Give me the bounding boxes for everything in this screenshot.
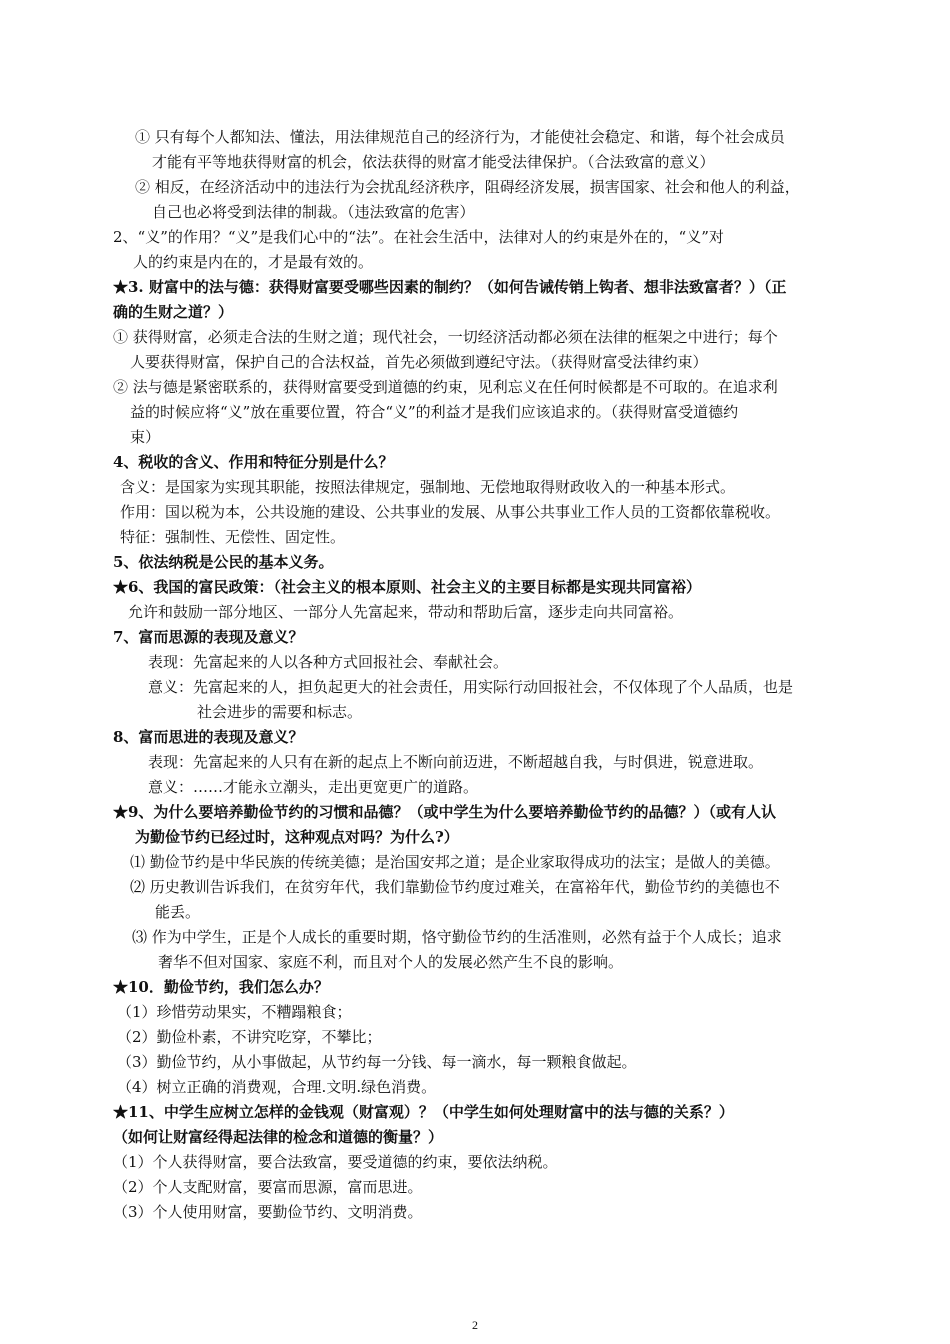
text-line: 益的时候应将“义”放在重要位置，符合“义”的利益才是我们应该追求的。（获得财富受道德约 [130,403,739,421]
text-line: 2、“义”的作用？“义”是我们心中的“法”。在社会生活中，法律对人的约束是外在的，“义”对 [113,228,724,246]
text-line: （3）勤俭节约，从小事做起，从节约每一分钱、每一滴水，每一颗粮食做起。 [117,1053,637,1071]
text-line: 含义：是国家为实现其职能，按照法律规定，强制地、无偿地取得财政收入的一种基本形式。 [120,478,736,496]
text-line: 意义：……才能永立潮头，走出更宽更广的道路。 [148,778,479,796]
heading-line: （如何让财富经得起法律的检念和道德的衡量？） [113,1128,444,1146]
heading-line: ★3. 财富中的法与德：获得财富要受哪些因素的制约？（如何告诫传销上钩者、想非法致富者？）（正 [113,278,787,296]
text-line: 允许和鼓励一部分地区、一部分人先富起来，带动和帮助后富，逐步走向共同富裕。 [128,603,684,621]
text-line: 表现：先富起来的人以各种方式回报社会、奉献社会。 [148,653,509,671]
text-line: 能丢。 [155,903,201,921]
text-line: （1）珍惜劳动果实，不糟蹋粮食； [117,1003,352,1021]
text-line: 意义：先富起来的人，担负起更大的社会责任，用实际行动回报社会，不仅体现了个人品质，也是 [148,678,794,696]
text-line: 束） [130,428,161,446]
text-line: 表现：先富起来的人只有在新的起点上不断向前迈进，不断超越自我，与时俱进，锐意进取。 [148,753,764,771]
text-line: （3）个人使用财富，要勤俭节约、文明消费。 [113,1203,423,1221]
text-line: ⑴ 勤俭节约是中华民族的传统美德；是治国安邦之道；是企业家取得成功的法宝；是做人的美德。 [130,853,780,871]
heading-line: ★9、为什么要培养勤俭节约的习惯和品德？（或中学生为什么要培养勤俭节约的品德？）（或有人认 [113,803,776,821]
heading-line: 5、依法纳税是公民的基本义务。 [113,553,334,571]
heading-line: ★6、我国的富民政策：（社会主义的根本原则、社会主义的主要目标都是实现共同富裕） [113,578,701,596]
text-line: 人要获得财富，保护自己的合法权益，首先必须做到遵纪守法。（获得财富受法律约束） [130,353,708,371]
text-line: （4）树立正确的消费观，合理.文明.绿色消费。 [117,1078,437,1096]
text-line: 才能有平等地获得财富的机会，依法获得的财富才能受法律保护。（合法致富的意义） [152,153,715,171]
text-line: （1）个人获得财富，要合法致富，要受道德的约束，要依法纳税。 [113,1153,558,1171]
text-line: （2）个人支配财富，要富而思源，富而思进。 [113,1178,423,1196]
heading-line: 确的生财之道？） [113,303,234,321]
text-line: ⑶ 作为中学生，正是个人成长的重要时期，恪守勤俭节约的生活准则，必然有益于个人成长；追求 [132,928,782,946]
text-line: 奢华不但对国家、家庭不利，而且对个人的发展必然产生不良的影响。 [158,953,624,971]
heading-line: ★10．勤俭节约，我们怎么办？ [113,978,329,996]
heading-line: 为勤俭节约已经过时，这种观点对吗？为什么?） [135,828,459,846]
text-line: 人的约束是内在的，才是最有效的。 [133,253,374,271]
text-line: ⑵ 历史教训告诉我们，在贫穷年代，我们靠勤俭节约度过难关，在富裕年代，勤俭节约的美德也不 [130,878,780,896]
text-line: 特征：强制性、无偿性、固定性。 [120,528,346,546]
text-line: ① 只有每个人都知法、懂法，用法律规范自己的经济行为，才能使社会稳定、和谐，每个社会成员 [135,128,785,146]
page-number: 2 [472,1318,478,1332]
text-line: 社会进步的需要和标志。 [197,703,363,721]
heading-line: 4、税收的含义、作用和特征分别是什么？ [113,453,394,471]
text-line: 作用：国以税为本，公共设施的建设、公共事业的发展、从事公共事业工作人员的工资都依靠税收。 [120,503,781,521]
heading-line: 8、富而思进的表现及意义？ [113,728,304,746]
text-line: ① 获得财富，必须走合法的生财之道；现代社会，一切经济活动都必须在法律的框架之中进行；每个 [113,328,778,346]
text-line: ② 相反，在经济活动中的违法行为会扰乱经济秩序，阻碍经济发展，损害国家、社会和他人的利益， [135,178,800,196]
text-line: 自己也必将受到法律的制裁。（违法致富的危害） [152,203,475,221]
heading-line: 7、富而思源的表现及意义？ [113,628,304,646]
text-line: ② 法与德是紧密联系的，获得财富要受到道德的约束，见利忘义在任何时候都是不可取的。在追求利 [113,378,778,396]
heading-line: ★11、中学生应树立怎样的金钱观（财富观）？（中学生如何处理财富中的法与德的关系？） [113,1103,734,1121]
text-line: （2）勤俭朴素，不讲究吃穿，不攀比； [117,1028,382,1046]
